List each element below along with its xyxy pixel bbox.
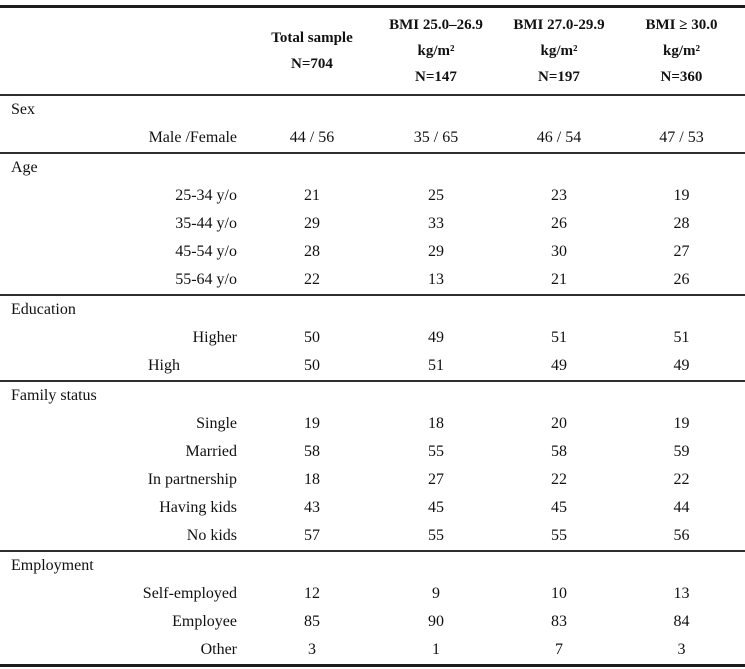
cell-value: 55 — [428, 527, 444, 544]
section-title: Age — [0, 153, 745, 182]
header-row — [0, 7, 745, 96]
table-row — [0, 352, 745, 381]
cell-value: 58 — [304, 443, 320, 460]
header-empty-cell — [0, 7, 252, 96]
table-row — [0, 324, 745, 352]
cell-value: 49 — [551, 357, 567, 374]
row-label: No kids — [186, 527, 237, 544]
row-label: High — [148, 357, 180, 374]
section-title: Family status — [0, 381, 745, 410]
table-header — [0, 7, 745, 96]
demographics-table — [0, 5, 745, 667]
header-total-sample — [252, 7, 372, 96]
cell-value: 51 — [551, 329, 567, 346]
cell-value: 19 — [673, 187, 690, 204]
cell-value: 27 — [428, 471, 444, 488]
cell-value: 1 — [432, 641, 440, 658]
header-line: N=704 — [291, 56, 333, 72]
table-row — [0, 124, 745, 153]
header-line: N=147 — [415, 69, 457, 85]
row-label: Employee — [172, 613, 237, 630]
row-label: Self-employed — [142, 585, 237, 602]
table-row — [0, 238, 745, 266]
cell-value: 13 — [428, 271, 444, 288]
cell-value: 19 — [673, 415, 690, 432]
cell-value: 56 — [673, 527, 690, 544]
cell-value: 23 — [551, 187, 567, 204]
cell-value: 57 — [304, 527, 320, 544]
row-label: Other — [200, 641, 237, 658]
cell-value: 7 — [555, 641, 563, 658]
table-row — [0, 210, 745, 238]
cell-value: 25 — [428, 187, 444, 204]
cell-value: 59 — [673, 443, 690, 460]
cell-value: 85 — [304, 613, 320, 630]
row-label: 25-34 y/o — [175, 187, 237, 204]
cell-value: 29 — [304, 215, 320, 232]
row-label: 35-44 y/o — [175, 215, 237, 232]
row-label: In partnership — [147, 471, 237, 488]
cell-value: 27 — [673, 243, 690, 260]
cell-value: 12 — [304, 585, 320, 602]
cell-value: 26 — [551, 215, 567, 232]
cell-value: 30 — [551, 243, 567, 260]
section-row — [0, 295, 745, 324]
table-row — [0, 636, 745, 666]
cell-value: 51 — [673, 329, 690, 346]
cell-value: 35 / 65 — [413, 129, 459, 146]
row-label: Male /Female — [148, 129, 237, 146]
header-line: BMI ≥ 30.0 — [645, 17, 718, 33]
cell-value: 50 — [304, 329, 320, 346]
section-row — [0, 551, 745, 580]
section-title: Employment — [0, 551, 745, 580]
cell-value: 22 — [551, 471, 567, 488]
table-row — [0, 608, 745, 636]
cell-value: 18 — [428, 415, 444, 432]
section-row — [0, 153, 745, 182]
cell-value: 3 — [677, 641, 686, 658]
cell-value: 21 — [304, 187, 320, 204]
cell-value: 49 — [428, 329, 444, 346]
header-line: kg/m² — [662, 43, 700, 59]
cell-value: 21 — [551, 271, 567, 288]
table-row — [0, 494, 745, 522]
cell-value: 10 — [551, 585, 567, 602]
header-line: BMI 25.0–26.9 — [389, 17, 483, 33]
cell-value: 49 — [673, 357, 690, 374]
row-label: Having kids — [159, 499, 237, 516]
table-row — [0, 410, 745, 438]
table-row — [0, 466, 745, 494]
cell-value: 9 — [432, 585, 440, 602]
cell-value: 47 / 53 — [659, 129, 704, 146]
header-line: N=197 — [538, 69, 580, 85]
section-row — [0, 381, 745, 410]
header-bmi-25-0-26-9 — [372, 7, 500, 96]
cell-value: 90 — [428, 613, 444, 630]
table-row — [0, 266, 745, 295]
row-label: 55-64 y/o — [175, 271, 237, 288]
cell-value: 13 — [673, 585, 690, 602]
cell-value: 28 — [304, 243, 320, 260]
cell-value: 33 — [428, 215, 444, 232]
cell-value: 26 — [673, 271, 690, 288]
cell-value: 45 — [551, 499, 567, 516]
header-line: Total sample — [271, 30, 353, 46]
header-line: kg/m² — [417, 43, 455, 59]
table-row — [0, 580, 745, 608]
row-label: 45-54 y/o — [175, 243, 237, 260]
cell-value: 51 — [428, 357, 444, 374]
table-row — [0, 522, 745, 551]
cell-value: 44 / 56 — [289, 129, 335, 146]
cell-value: 55 — [551, 527, 567, 544]
row-label: Higher — [192, 329, 237, 346]
cell-value: 20 — [551, 415, 567, 432]
cell-value: 3 — [308, 641, 316, 658]
header-line: BMI 27.0-29.9 — [513, 17, 605, 33]
table-body — [0, 95, 745, 666]
cell-value: 44 — [673, 499, 690, 516]
cell-value: 29 — [428, 243, 444, 260]
header-bmi-30-plus — [618, 7, 745, 96]
row-label: Married — [185, 443, 237, 460]
table-row — [0, 438, 745, 466]
section-title: Education — [0, 295, 745, 324]
header-line: N=360 — [660, 69, 703, 85]
header-bmi-27-0-29-9 — [500, 7, 618, 96]
cell-value: 45 — [428, 499, 444, 516]
cell-value: 22 — [673, 471, 690, 488]
cell-value: 19 — [304, 415, 320, 432]
cell-value: 22 — [304, 271, 320, 288]
row-label: Single — [196, 415, 237, 432]
cell-value: 58 — [551, 443, 567, 460]
cell-value: 28 — [673, 215, 690, 232]
section-title: Sex — [0, 95, 745, 124]
cell-value: 83 — [551, 613, 567, 630]
cell-value: 84 — [673, 613, 690, 630]
header-line: kg/m² — [540, 43, 578, 59]
cell-value: 50 — [304, 357, 320, 374]
cell-value: 43 — [304, 499, 320, 516]
cell-value: 46 / 54 — [536, 129, 582, 146]
section-row — [0, 95, 745, 124]
cell-value: 18 — [304, 471, 320, 488]
table-row — [0, 182, 745, 210]
cell-value: 55 — [428, 443, 444, 460]
